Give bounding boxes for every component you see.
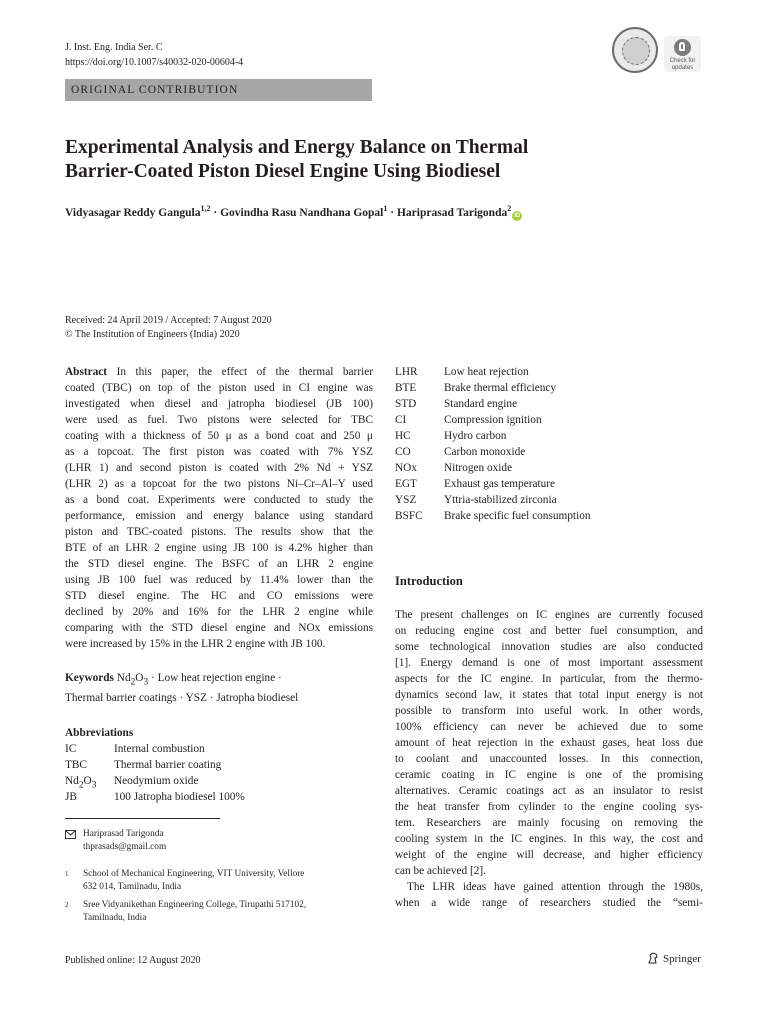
abstract-line: the STD diesel engine. The BSFC of an LHR 2 engine: [65, 558, 373, 570]
intro-line: weight of the engine will decrease, and higher efficiency: [395, 849, 703, 861]
abbreviation-definition: Brake specific fuel consumption: [444, 510, 591, 522]
keywords: [65, 670, 373, 706]
title-line-2: Barrier-Coated Piston Diesel Engine Using Biodiesel: [65, 161, 501, 182]
keyword-subscript: 3: [143, 677, 149, 688]
abbreviation-definition: 100 Jatropha biodiesel 100%: [114, 791, 245, 803]
check-for-updates-text-1: Check for: [669, 58, 696, 64]
affiliation-text: School of Mechanical Engineering, VIT University, Vellore: [83, 869, 305, 879]
intro-line: alternatives. Ceramic coatings act as an insulator to resist: [395, 785, 703, 797]
abbreviation: $Nd_2O_3$: [65, 775, 97, 791]
abstract-line: coated (TBC) on top of the piston used in CI engine was: [65, 382, 373, 394]
author-name[interactable]: Vidyasagar Reddy Gangula: [65, 206, 201, 219]
affiliation-text: Sree Vidyanikethan Engineering College, Tirupathi 517102,: [83, 900, 307, 910]
abstract: [65, 364, 373, 652]
intro-line: possible to transform into useful work. In other words,: [395, 705, 703, 717]
publisher-name: Springer: [663, 953, 701, 965]
corresponding-author-name: Hariprasad Tarigonda: [83, 829, 164, 839]
title-line-1: Experimental Analysis and Energy Balance on Thermal: [65, 137, 529, 158]
abbreviation: IC: [65, 743, 77, 755]
abbreviation-row: [395, 476, 703, 492]
abstract-line: were increased by 15% in the LHR 2 engine with JB 100.: [65, 638, 326, 650]
doi-link[interactable]: https://doi.org/10.1007/s40032-020-00604-4: [65, 57, 244, 68]
abbreviation-row: [395, 492, 703, 508]
abbreviation-definition: Yttria-stabilized zirconia: [444, 494, 557, 506]
intro-line: [1]. Energy demand is one of most important assessment: [395, 657, 703, 669]
check-for-updates-text-2: updates: [671, 65, 694, 71]
abbreviation: YSZ: [395, 494, 417, 506]
intro-line: The LHR ideas have gained attention through the 1980s,: [407, 881, 703, 893]
affiliation-2: [65, 899, 375, 924]
abbreviation-definition: Exhaust gas temperature: [444, 478, 556, 490]
author-affiliation: 1: [383, 204, 388, 213]
intro-line: dynamics second law, it states that total input energy is not: [395, 689, 703, 701]
received-date: Received: 24 April 2019 / Accepted: 7 August 2020: [65, 315, 272, 326]
abbreviation-row: [395, 412, 703, 428]
abstract-line: using JB 100 fuel was reduced by 11.4% lower than the: [65, 574, 373, 586]
author-name[interactable]: Govindha Rasu Nandhana Gopal: [220, 206, 384, 219]
published-online-date: Published online: 12 August 2020: [65, 955, 201, 966]
abbreviations-heading: Abbreviations: [65, 727, 134, 739]
section-label-banner: ORIGINAL CONTRIBUTION: [65, 79, 372, 101]
abbreviation-row: [395, 428, 703, 444]
abbreviation-definition: Thermal barrier coating: [114, 759, 222, 771]
copyright-line: © The Institution of Engineers (India) 2020: [65, 329, 240, 340]
corresponding-author-email[interactable]: thprasads@gmail.com: [83, 841, 167, 852]
affiliation-1: [65, 868, 375, 893]
abbreviation: BTE: [395, 382, 417, 394]
abbreviation-row: [395, 460, 703, 476]
abbreviation-definition: Neodymium oxide: [114, 775, 199, 787]
abstract-line: as a topcoat. The first piston was coated with 7% YSZ: [65, 446, 373, 458]
affiliation-text: 632 014, Tamilnadu, India: [83, 881, 182, 892]
abbreviation-definition: Internal combustion: [114, 743, 205, 755]
keywords-label: Keywords: [65, 672, 114, 684]
abbreviation: STD: [395, 398, 417, 410]
abbreviation-definition: Hydro carbon: [444, 430, 507, 442]
author-separator: ·: [210, 206, 221, 219]
author-affiliation: 1,2: [200, 204, 211, 213]
bookmark-icon: [674, 39, 691, 56]
article-title: [65, 136, 685, 184]
abbreviation-definition: Brake thermal efficiency: [444, 382, 557, 394]
abstract-line: piston and TBC-coated pistons. The results show that the: [65, 526, 373, 538]
check-for-updates-badge[interactable]: [664, 36, 701, 72]
abstract-line: (LHR 2) as a topcoat for the two pistons Ni–Cr–Al–Y used: [65, 478, 373, 490]
abbreviations-right: [395, 364, 703, 524]
author-separator: ·: [387, 206, 397, 219]
journal-name: J. Inst. Eng. India Ser. C: [65, 42, 163, 53]
abbreviation-row: [395, 380, 703, 396]
author-name[interactable]: Hariprasad Tarigonda: [396, 206, 508, 219]
orcid-icon[interactable]: iD: [514, 212, 521, 219]
intro-line: the heat transfer from cylinder to the engine cooling sys-: [395, 801, 703, 813]
abbreviation: EGT: [395, 478, 417, 490]
keyword-subscript: 2: [130, 677, 136, 688]
envelope-icon: [65, 830, 76, 839]
intro-line: The present challenges on IC engines are currently focused: [395, 609, 703, 621]
abbreviation-row: [65, 789, 373, 805]
keyword-text: · Low heat rejection engine ·: [148, 672, 282, 684]
abbreviation-definition: Nitrogen oxide: [444, 462, 513, 474]
abbreviation: LHR: [395, 366, 418, 378]
abstract-label: Abstract: [65, 366, 108, 378]
abstract-line: investigated when diesel and jatropha biodiesel (JB 100): [65, 398, 373, 410]
abstract-line: performance, emission and energy balance using standard: [65, 510, 373, 522]
intro-line: some technological innovation studies are also conducted: [395, 641, 703, 653]
abbreviation-row: [395, 444, 703, 460]
abbreviation-row: [395, 364, 703, 380]
abbreviation-definition: Low heat rejection: [444, 366, 529, 378]
publisher-logo: [647, 952, 701, 965]
abstract-line: coating with a thickness of 50 μ as a bond coat and 250 μ: [65, 430, 373, 442]
author-affiliation: 2: [507, 204, 512, 213]
institution-seal-logo: [612, 27, 658, 73]
springer-horse-icon: [647, 952, 659, 964]
intro-line: cooling system in the IC engines. In this way, the cost and: [395, 833, 703, 845]
abstract-line: STD diesel engine. The HC and CO emissions were: [65, 590, 373, 602]
abbreviation-definition: Standard engine: [444, 398, 518, 410]
keyword-text: Nd: [116, 672, 131, 684]
abbreviation: HC: [395, 430, 411, 442]
abstract-line: In this paper, the effect of the thermal barrier: [116, 366, 373, 378]
affiliation-number: 1: [65, 870, 69, 878]
intro-line: can be achieved [2].: [395, 865, 486, 877]
intro-line: ceramic coating in IC engine is one of the promising: [395, 769, 703, 781]
abstract-line: declined by 20% and 16% for the LHR 2 engine while: [65, 606, 373, 618]
intro-line: aspects for the IC engine. In particular, from the thermo-: [395, 673, 703, 685]
affiliation-number: 2: [65, 901, 69, 909]
keywords-line-2: Thermal barrier coatings · YSZ · Jatropha biodiesel: [65, 692, 299, 705]
abbreviation-row: [65, 773, 373, 789]
intro-line: when a wide range of researchers studied the “semi-: [395, 897, 703, 909]
abbreviation-row: [395, 396, 703, 412]
abstract-line: comparing with the STD diesel engine and NOx emissions: [65, 622, 373, 634]
abbreviation: BSFC: [395, 510, 423, 522]
abbreviation-row: [395, 508, 703, 524]
footnote-divider: [65, 818, 220, 819]
intro-line: on reducing engine cost and better fuel consumption, and: [395, 625, 703, 637]
abstract-line: as a bond coat. Experiments were conducted to study the: [65, 494, 373, 506]
abbreviation: CO: [395, 446, 411, 458]
abbreviation: TBC: [65, 759, 87, 771]
corresponding-author-block: [65, 828, 375, 853]
abbreviation: CI: [395, 414, 407, 426]
author-list: [65, 201, 705, 221]
intro-line: 100% efficiency can never be achieved due to some: [395, 721, 703, 733]
abbreviation-definition: Compression ignition: [444, 414, 542, 426]
intro-line: tem. Researchers are mainly focusing on removing the: [395, 817, 703, 829]
intro-line: to coolant and unaccounted losses. In this connection,: [395, 753, 703, 765]
affiliation-text: Tamilnadu, India: [83, 912, 147, 923]
keyword-text: O: [135, 672, 144, 684]
introduction-body: [395, 607, 703, 911]
abstract-line: (LHR 1) and second piston is coated with 2% Nd + YSZ: [65, 462, 373, 474]
intro-line: amount of heat rejection in the exhaust gases, heat loss due: [395, 737, 703, 749]
abstract-line: were used as fuel. Two pistons were selected for TBC: [65, 414, 373, 426]
abbreviation-definition: Carbon monoxide: [444, 446, 526, 458]
abstract-line: BTE of an LHR 2 engine using JB 100 is 4.2% higher than: [65, 542, 373, 554]
abbreviation: NOx: [395, 462, 417, 474]
abbreviations-left: [65, 725, 373, 805]
abbreviation-row: [65, 741, 373, 757]
abbreviation-row: [65, 757, 373, 773]
abbreviation: JB: [65, 791, 77, 803]
introduction-heading: Introduction: [395, 574, 463, 588]
